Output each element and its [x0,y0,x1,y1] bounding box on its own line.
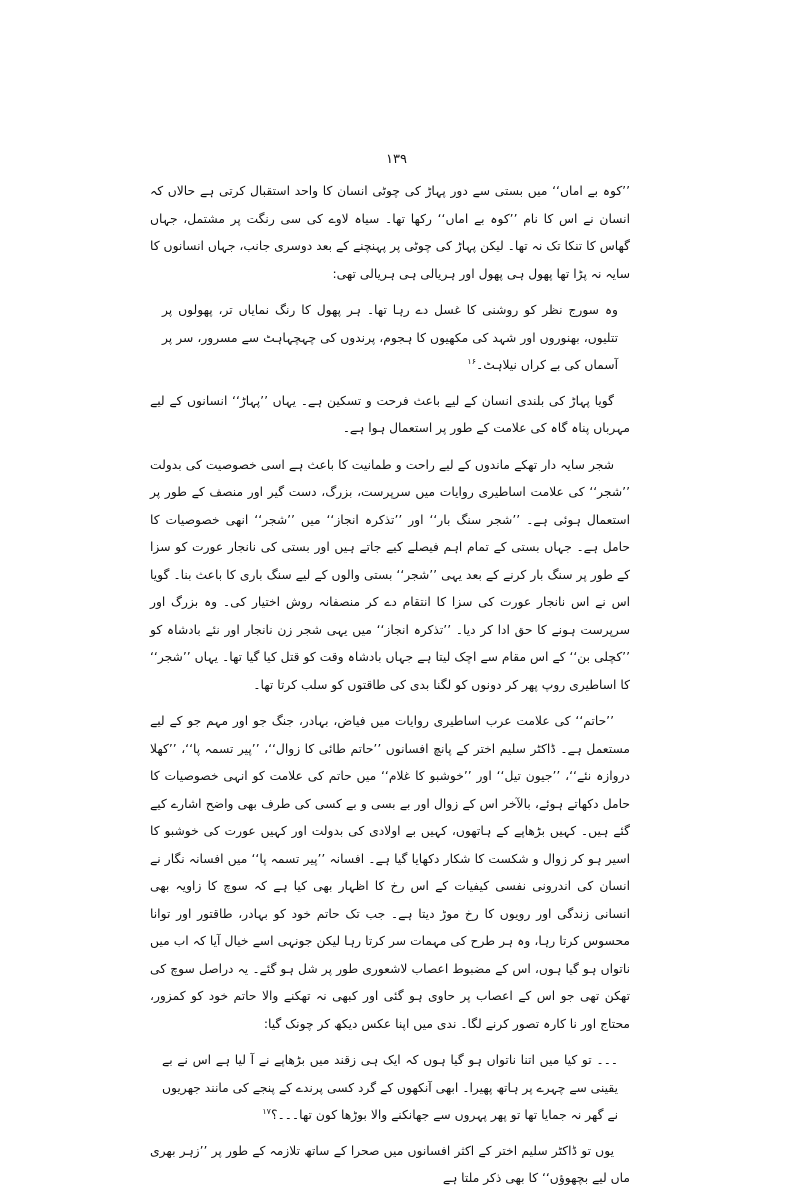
paragraph-text: ’’حاتم‘‘ کی علامت عرب اساطیری روایات میں فیاض، بہادر، جنگ جو اور مہم جو کے لیے مستعمل ہے۔ ڈاکٹر سلیم اختر کے پانچ افسانوں ’’حاتم طائی کا زوال‘‘، ’’پیر تسمہ پا‘‘، ’’کھلا دروازہ نئے‘‘، ’’جیون تیل‘‘ اور ’’خوشبو کا غلام‘‘ میں حاتم کی علامت کو انہی خصوصیات کا حامل دکھاتے ہوئے، بالآخر اس کے زوال اور بے بسی و بے کسی کی طرف بھی واضح اشارے کیے گئے ہیں۔ کہیں بڑھاپے کے ہاتھوں، کہیں بے اولادی کی بدولت اور کہیں عورت کی خوشبو کا اسیر ہو کر زوال و شکست کا شکار دکھایا گیا ہے۔ افسانہ ’’پیر تسمہ پا‘‘ میں افسانہ نگار نے انسان کی اندرونی نفسی کیفیات کے اس رخ کا اظہار بھی کیا ہے کہ سوچ کا زاویہ بھی انسانی زندگی اور رویوں کا رخ موڑ دیتا ہے۔ جب تک حاتم خود کو بہادر، طاقتور اور توانا محسوس کرتا رہا، وہ ہر طرح کی مہمات سر کرتا رہا لیکن جونہی اسے خیال آیا کہ اب میں ناتواں ہو گیا ہوں، اس کے مضبوط اعصاب لاشعوری طور پر شل ہو گئے۔ یہ دراصل سوچ کی تھکن تھی جو اس کے اعصاب پر حاوی ہو گئی اور کبھی نہ تھکنے والا حاتم خود کو کمزور، محتاج اور نا کارہ تصور کرنے لگا۔ ندی میں اپنا عکس دیکھ کر چونک گیا: [150,714,630,1031]
page-number: ۱۳۹ [386,152,407,167]
paragraph-text: وہ سورج نظر کو روشنی کا غسل دے رہا تھا۔ ہر پھول کا رنگ نمایاں تر، پھولوں پر تتلیوں، بھنوروں اور شہد کی مکھیوں کا ہجوم، پرندوں کی چہچہاہٹ سے مسرور، سر پر آسماں کی بے کراں نیلاہٹ۔ [162,303,618,372]
paragraph-text: ۔۔۔ تو کیا میں اتنا ناتواں ہو گیا ہوں کہ ایک ہی زقند میں بڑھاپے نے آ لیا ہے اس نے بے یقینی سے چہرے پر ہاتھ پھیرا۔ ابھی آنکھوں کے گرد کسی پرندے کے پنجے کی مانند جھریوں نے گھر نہ جمایا تھا تو پھر پہروں سے جھانکنے والا بوڑھا کون تھا۔۔۔؟ [162,1053,618,1122]
paragraph-text: شجر سایہ دار تھکے ماندوں کے لیے راحت و طمانیت کا باعث ہے اسی خصوصیت کی بدولت ’’شجر‘‘ کی علامت اساطیری روایات میں سرپرست، بزرگ، دست گیر اور منصف کے طور پر استعمال ہوئی ہے۔ ’’شجر سنگ بار‘‘ اور ’’تذکرہ انجاز‘‘ میں ’’شجر‘‘ انھی خصوصیات کا حامل ہے۔ جہاں بستی کے تمام اہم فیصلے کیے جاتے ہیں اور بستی کی نانجار عورت کو سزا کے طور پر سنگ بار کرنے کے بعد یہی ’’شجر‘‘ بستی والوں کے لیے سنگ باری کا باعث بنا۔ گویا اس نے اس نانجار عورت کی سزا کا انتقام دے کر منصفانہ روش اختیار کی۔ وہ بزرگ اور سرپرست ہونے کا حق ادا کر دیا۔ ’’تذکرہ انجاز‘‘ میں یہی شجر زن نانجار اور نئے بادشاہ کو ’’کچلی بن‘‘ کے اس مقام سے اچک لیتا ہے جہاں بادشاہ وقت کو قتل کیا گیا تھا۔ یہاں ’’شجر‘‘ کا اساطیری روپ پھر کر دونوں کو لگنا بدی کی طاقتوں کو سلب کرتا تھا۔ [150,457,630,692]
paragraph-text: یوں تو ڈاکٹر سلیم اختر کے اکثر افسانوں میں صحرا کے ساتھ تلازمہ کے طور پر ’’زہر بھری ماں لیے بچھوؤں‘‘ کا بھی ذکر ملتا ہے [150,1143,630,1185]
footnote-marker: ۱۷ [262,1106,271,1116]
document-body [150,178,630,1202]
paragraph [150,178,630,288]
footnote-marker: ۱۶ [467,356,476,366]
paragraph-text: ’’کوہ بے اماں‘‘ میں بستی سے دور پہاڑ کی چوٹی انسان کا واحد استقبال کرتی ہے حالاں کہ انسان نے اس کا نام ’’کوہ بے اماں‘‘ رکھا تھا۔ سیاہ لاوے کی سی رنگت پر مشتمل، جہاں گھاس کا تنکا تک نہ تھا۔ لیکن پہاڑ کی چوٹی پر پہنچنے کے بعد دوسری جانب، جہاں انسانوں کا سایہ نہ پڑا تھا پھول ہی پھول اور ہریالی ہی ہریالی تھی: [150,184,630,281]
paragraph [150,452,630,700]
paragraph [150,388,630,443]
paragraph [150,708,630,1038]
block-quote [150,1047,630,1130]
block-quote [150,297,630,380]
paragraph [150,1138,630,1193]
paragraph-text: گویا پہاڑ کی بلندی انسان کے لیے باعث فرحت و تسکین ہے۔ یہاں ’’پہاڑ‘‘ انسانوں کے لیے مہرباں پناہ گاہ کی علامت کے طور پر استعمال ہوا ہے۔ [150,393,630,435]
